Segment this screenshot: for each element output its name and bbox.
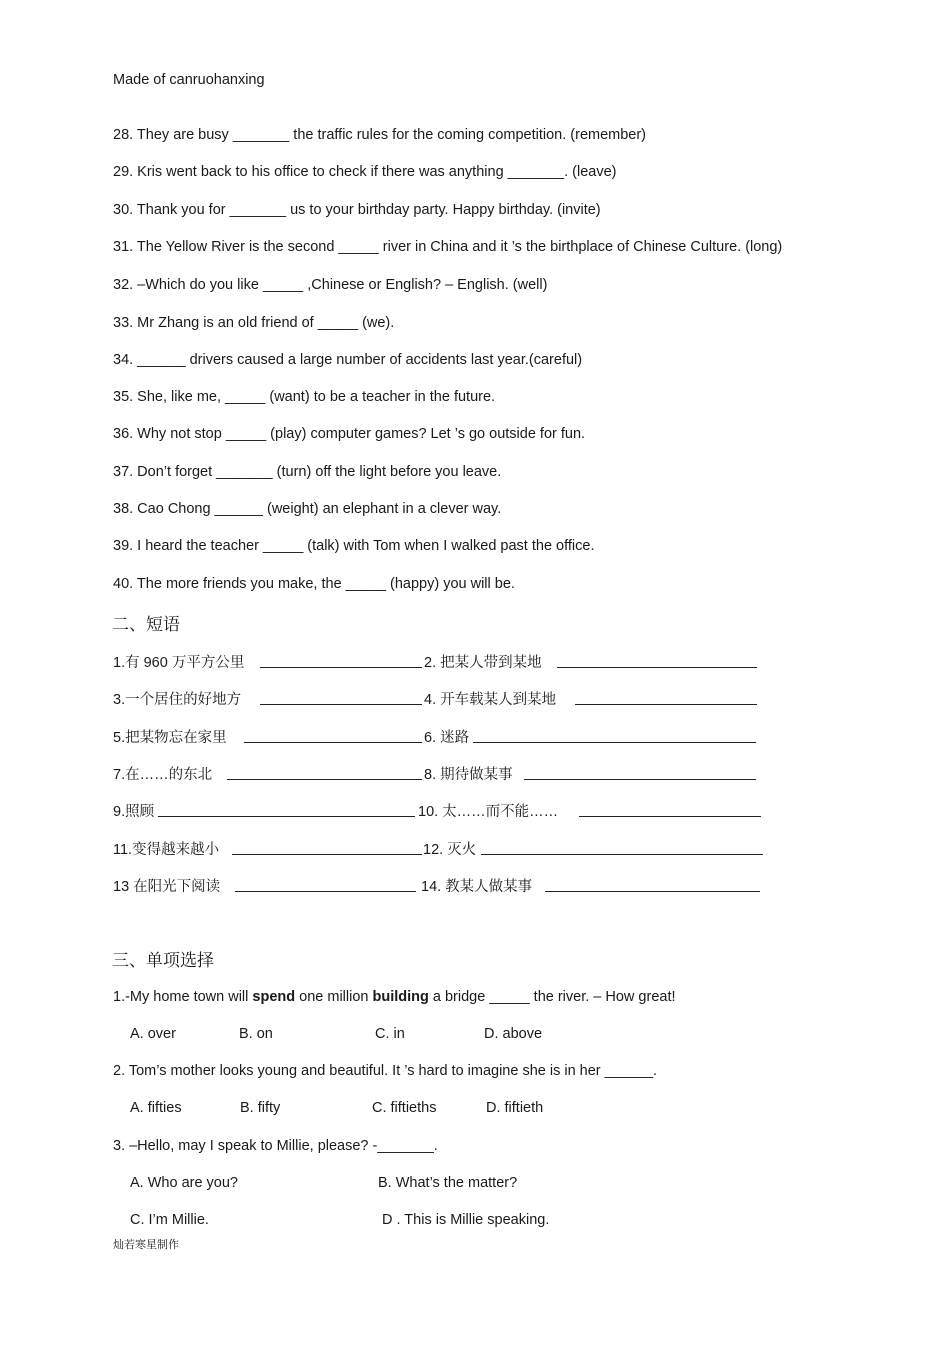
question-36: 36. Why not stop _____ (play) computer games? Let ’s go outside for fun. <box>113 426 586 442</box>
answer-blank <box>473 729 756 743</box>
question-34: 34. ______ drivers caused a large number of accidents last year.(careful) <box>113 352 583 368</box>
mc3-option-c: C. I’m Millie. <box>130 1212 209 1228</box>
mc3-option-d: D . This is Millie speaking. <box>382 1212 550 1228</box>
mc-question-2: 2. Tom’s mother looks young and beautiful. It ’s hard to imagine she is in her ______. <box>113 1063 658 1079</box>
section-2-title: 二、短语 <box>112 615 180 635</box>
mc-question-3: 3. –Hello, may I speak to Millie, please? -_______. <box>113 1138 438 1154</box>
phrase-10: 10. 太……而不能…… <box>418 804 559 820</box>
mc3-option-a: A. Who are you? <box>130 1175 238 1191</box>
question-29: 29. Kris went back to his office to check if there was anything _______. (leave) <box>113 164 617 180</box>
mc1-option-d: D. above <box>484 1026 543 1042</box>
phrase-8: 8. 期待做某事 <box>424 767 513 783</box>
phrase-1: 1.有 960 万平方公里 <box>113 655 245 671</box>
mc1-bold-building: building <box>372 989 429 1005</box>
answer-blank <box>232 841 422 855</box>
mc1-stem-part: one million <box>295 989 373 1005</box>
mc1-option-c: C. in <box>375 1026 405 1042</box>
phrase-6: 6. 迷路 <box>424 730 470 746</box>
phrase-3: 3.一个居住的好地方 <box>113 692 242 708</box>
mc-question-1 <box>113 989 676 1005</box>
answer-blank <box>545 878 760 892</box>
answer-blank <box>244 729 422 743</box>
question-38: 38. Cao Chong ______ (weight) an elephant in a clever way. <box>113 501 502 517</box>
mc1-bold-spend: spend <box>252 989 296 1005</box>
phrase-12: 12. 灭火 <box>423 842 477 858</box>
mc2-option-c: C. fiftieths <box>372 1100 437 1116</box>
phrase-13: 13 在阳光下阅读 <box>113 879 221 895</box>
mc2-option-a: A. fifties <box>130 1100 182 1116</box>
answer-blank <box>524 766 756 780</box>
mc2-option-b: B. fifty <box>240 1100 281 1116</box>
question-31: 31. The Yellow River is the second _____ river in China and it ’s the birthplace of Chinese Culture. (long) <box>113 239 783 255</box>
mc1-option-b: B. on <box>239 1026 273 1042</box>
answer-blank <box>579 803 761 817</box>
answer-blank <box>557 654 757 668</box>
question-32: 32. –Which do you like _____ ,Chinese or English? – English. (well) <box>113 277 548 293</box>
page-header: Made of canruohanxing <box>113 72 265 88</box>
phrase-11: 11.变得越来越小 <box>113 842 220 858</box>
answer-blank <box>260 654 422 668</box>
mc1-stem-part: 1.-My home town will <box>113 989 253 1005</box>
phrase-14: 14. 教某人做某事 <box>421 879 533 895</box>
phrase-5: 5.把某物忘在家里 <box>113 730 227 746</box>
mc1-option-a: A. over <box>130 1026 176 1042</box>
question-40: 40. The more friends you make, the _____ (happy) you will be. <box>113 576 515 592</box>
answer-blank <box>227 766 422 780</box>
page-footer: 灿若寒星制作 <box>113 1239 179 1251</box>
mc3-option-b: B. What’s the matter? <box>378 1175 518 1191</box>
answer-blank <box>235 878 416 892</box>
phrase-2: 2. 把某人带到某地 <box>424 655 542 671</box>
question-37: 37. Don’t forget _______ (turn) off the light before you leave. <box>113 464 502 480</box>
question-28: 28. They are busy _______ the traffic rules for the coming competition. (remember) <box>113 127 647 143</box>
question-30: 30. Thank you for _______ us to your birthday party. Happy birthday. (invite) <box>113 202 601 218</box>
answer-blank <box>481 841 763 855</box>
phrase-9: 9.照顾 <box>113 804 155 820</box>
question-33: 33. Mr Zhang is an old friend of _____ (we). <box>113 315 395 331</box>
mc1-stem-part: a bridge _____ the river. – How great! <box>428 989 676 1005</box>
phrase-7: 7.在……的东北 <box>113 767 213 783</box>
question-35: 35. She, like me, _____ (want) to be a teacher in the future. <box>113 389 496 405</box>
question-39: 39. I heard the teacher _____ (talk) with Tom when I walked past the office. <box>113 538 595 554</box>
answer-blank <box>260 691 422 705</box>
answer-blank <box>158 803 415 817</box>
mc2-option-d: D. fiftieth <box>486 1100 544 1116</box>
phrase-4: 4. 开车载某人到某地 <box>424 692 557 708</box>
section-3-title: 三、单项选择 <box>112 951 214 971</box>
answer-blank <box>575 691 757 705</box>
